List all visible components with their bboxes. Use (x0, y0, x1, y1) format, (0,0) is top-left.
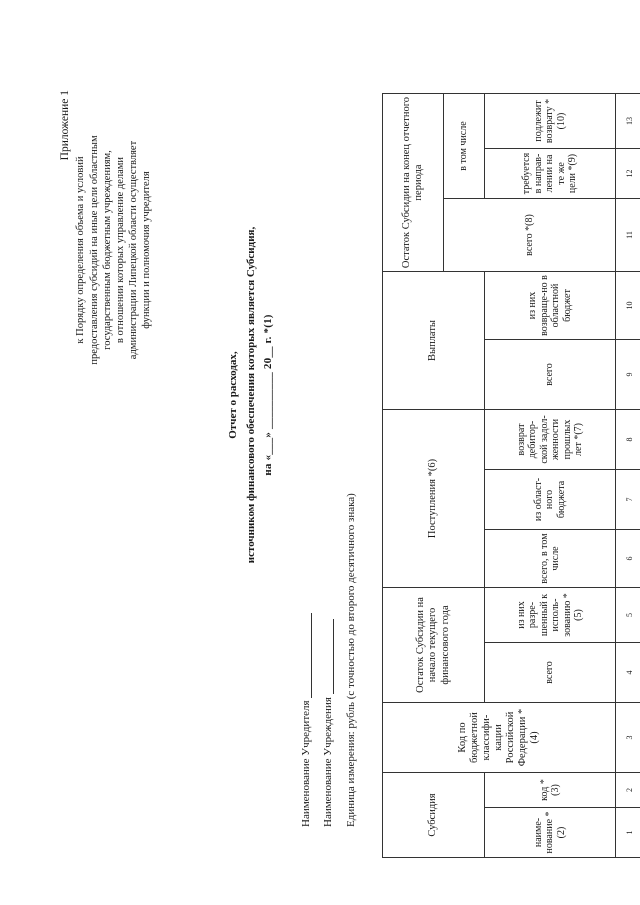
unit-field (345, 493, 357, 827)
institution-label: Наименование Учреждения (322, 697, 334, 827)
appendix-line: в отношении которых управление делами (114, 156, 126, 344)
header-start-allowed: из них разре-шенный к исполь-зованию *(5) (485, 588, 616, 643)
appendix-line: администрации Липецкой области осуществляет (127, 140, 139, 360)
institution-field (322, 619, 334, 827)
column-number: 12 (616, 149, 640, 199)
unit-label: Единица измерения: рубль (с точностью до второго десятичного знака) (345, 493, 357, 827)
column-number: 6 (616, 530, 640, 588)
column-number: 7 (616, 470, 640, 530)
header-end-including: в том числе (444, 94, 485, 199)
column-number: 1 (616, 808, 640, 858)
column-number: 8 (616, 410, 640, 470)
column-number: 10 (616, 272, 640, 340)
appendix-line: предоставления субсидий на иные цели областным (88, 135, 100, 365)
header-receipts-total: всего, в том числе (485, 530, 616, 588)
column-number: 13 (616, 94, 640, 149)
title-date-line: на «___» __________ 20__ г. *(1) (262, 314, 275, 476)
appendix-block (58, 90, 153, 410)
column-number: 3 (616, 703, 640, 773)
report-table (382, 93, 640, 858)
column-number-row (616, 94, 640, 858)
report-title (225, 185, 278, 605)
institution-underline (333, 619, 334, 694)
header-payments: Выплаты (383, 272, 485, 410)
header-subsidy-name: наиме-нование *(2) (485, 808, 616, 858)
header-payments-returned: из них возвраще-но в областной бюджет (485, 272, 616, 340)
founder-field (300, 613, 312, 827)
header-end-total: всего *(8) (444, 199, 616, 272)
column-number: 9 (616, 340, 640, 410)
founder-label: Наименование Учредителя (300, 700, 312, 827)
title-line: Отчет о расходах, (227, 351, 239, 439)
column-number: 2 (616, 773, 640, 808)
column-number: 5 (616, 588, 640, 643)
header-subsidy-code: код *(3) (485, 773, 616, 808)
appendix-line: государственным бюджетным учреждениям, (101, 150, 113, 350)
appendix-heading: Приложение 1 (59, 90, 71, 161)
header-receipts-return: возврат дебитор-ской задол-женности прошлых лет *(7) (485, 410, 616, 470)
appendix-line: к Порядку определения объема и условий (75, 156, 87, 344)
founder-underline (311, 613, 312, 698)
title-line: источником финансового обеспечения которых является Субсидия, (244, 226, 257, 564)
header-receipts: Поступления *(6) (383, 410, 485, 588)
appendix-line: функции и полномочия учредителя (141, 171, 152, 329)
column-number: 4 (616, 643, 640, 703)
header-end-balance: Остаток Субсидии на конец отчетного периода (383, 94, 444, 272)
header-subsidy: Субсидия (383, 773, 485, 858)
header-end-refund: подлежит возврату *(10) (485, 94, 616, 149)
header-budget-code: Код по бюджетной классифи-кации Российской Федерации *(4) (383, 703, 616, 773)
header-receipts-regional: из област-ного бюджета (485, 470, 616, 530)
header-end-required: требуется в направ-лении на те же цели *(9) (485, 149, 616, 199)
header-payments-total: всего (485, 340, 616, 410)
header-start-balance: Остаток Субсидии на начало текущего финансового года (383, 588, 485, 703)
header-start-total: всего (485, 643, 616, 703)
column-number: 11 (616, 199, 640, 272)
